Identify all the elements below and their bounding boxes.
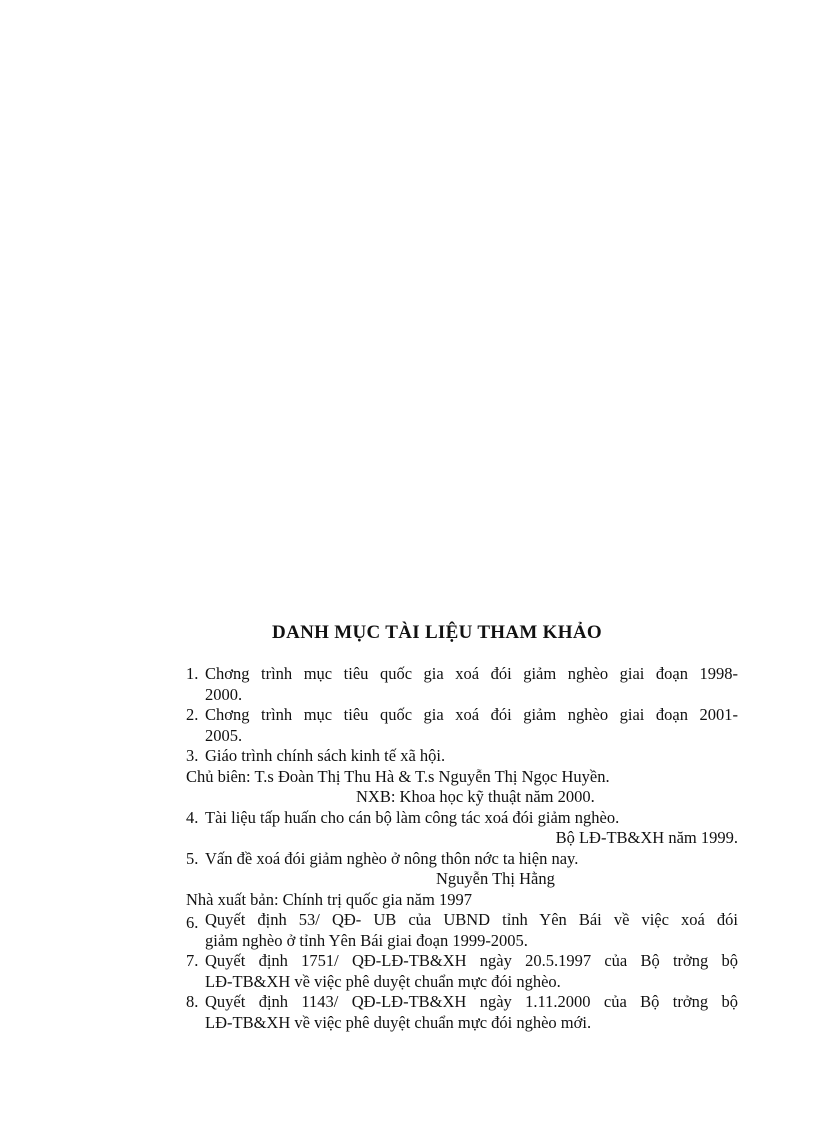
reference-item-5 [186, 849, 738, 870]
reference-list [186, 664, 738, 1033]
reference-number: 6. [186, 913, 199, 932]
reference-item-1 [186, 664, 738, 705]
reference-publisher: Bộ LĐ-TB&XH năm 1999. [555, 828, 738, 847]
reference-number: 7. [186, 951, 199, 970]
reference-number: 8. [186, 992, 199, 1011]
reference-text-line: LĐ-TB&XH về việc phê duyệt chuẩn mực đói nghèo. [205, 971, 561, 991]
reference-text-line: Quyết định 1143/ QĐ-LĐ-TB&XH ngày 1.11.2000 của Bộ trởng bộ [205, 992, 738, 1011]
reference-text-line: Chơng trình mục tiêu quốc gia xoá đói giảm nghèo giai đoạn 1998- [205, 664, 738, 683]
reference-text-line: Quyết định 53/ QĐ- UB của UBND tỉnh Yên Bái về việc xoá đói [205, 910, 738, 929]
reference-text-line: 2000. [205, 684, 243, 704]
page-title: DANH MỤC TÀI LIỆU THAM KHẢO [272, 622, 602, 643]
reference-number: 2. [186, 705, 199, 724]
reference-item-2 [186, 705, 738, 746]
reference-text-line: Giáo trình chính sách kinh tế xã hội. [205, 746, 446, 765]
reference-text-line: LĐ-TB&XH về việc phê duyệt chuẩn mực đói nghèo mới. [205, 1012, 592, 1032]
reference-editor: Chủ biên: T.s Đoàn Thị Thu Hà & T.s Nguyễn Thị Ngọc Huyền. [186, 766, 610, 786]
reference-text-line: Tài liệu tấp huấn cho cán bộ làm công tác xoá đói giảm nghèo. [205, 807, 620, 827]
reference-number: 1. [186, 664, 199, 683]
reference-text-line: giảm nghèo ở tỉnh Yên Bái giai đoạn 1999-2005. [205, 930, 528, 950]
reference-item-7 [186, 951, 738, 992]
reference-item-3 [186, 746, 738, 767]
reference-text-line: 2005. [205, 725, 243, 745]
reference-number: 4. [186, 807, 199, 827]
reference-item-8 [186, 992, 738, 1033]
reference-text-line: Quyết định 1751/ QĐ-LĐ-TB&XH ngày 20.5.1997 của Bộ trởng bộ [205, 951, 738, 970]
reference-item-4 [186, 808, 738, 829]
reference-author: Nguyễn Thị Hằng [436, 869, 555, 888]
reference-publisher: NXB: Khoa học kỹ thuật năm 2000. [356, 787, 595, 806]
reference-text-line: Chơng trình mục tiêu quốc gia xoá đói giảm nghèo giai đoạn 2001- [205, 705, 738, 724]
reference-item-6 [186, 910, 738, 951]
reference-publisher: Nhà xuất bản: Chính trị quốc gia năm 1997 [186, 889, 472, 909]
reference-text-line: Vấn đề xoá đói giảm nghèo ở nông thôn nớc ta hiện nay. [205, 848, 579, 868]
reference-number: 5. [186, 848, 199, 868]
reference-number: 3. [186, 746, 199, 765]
